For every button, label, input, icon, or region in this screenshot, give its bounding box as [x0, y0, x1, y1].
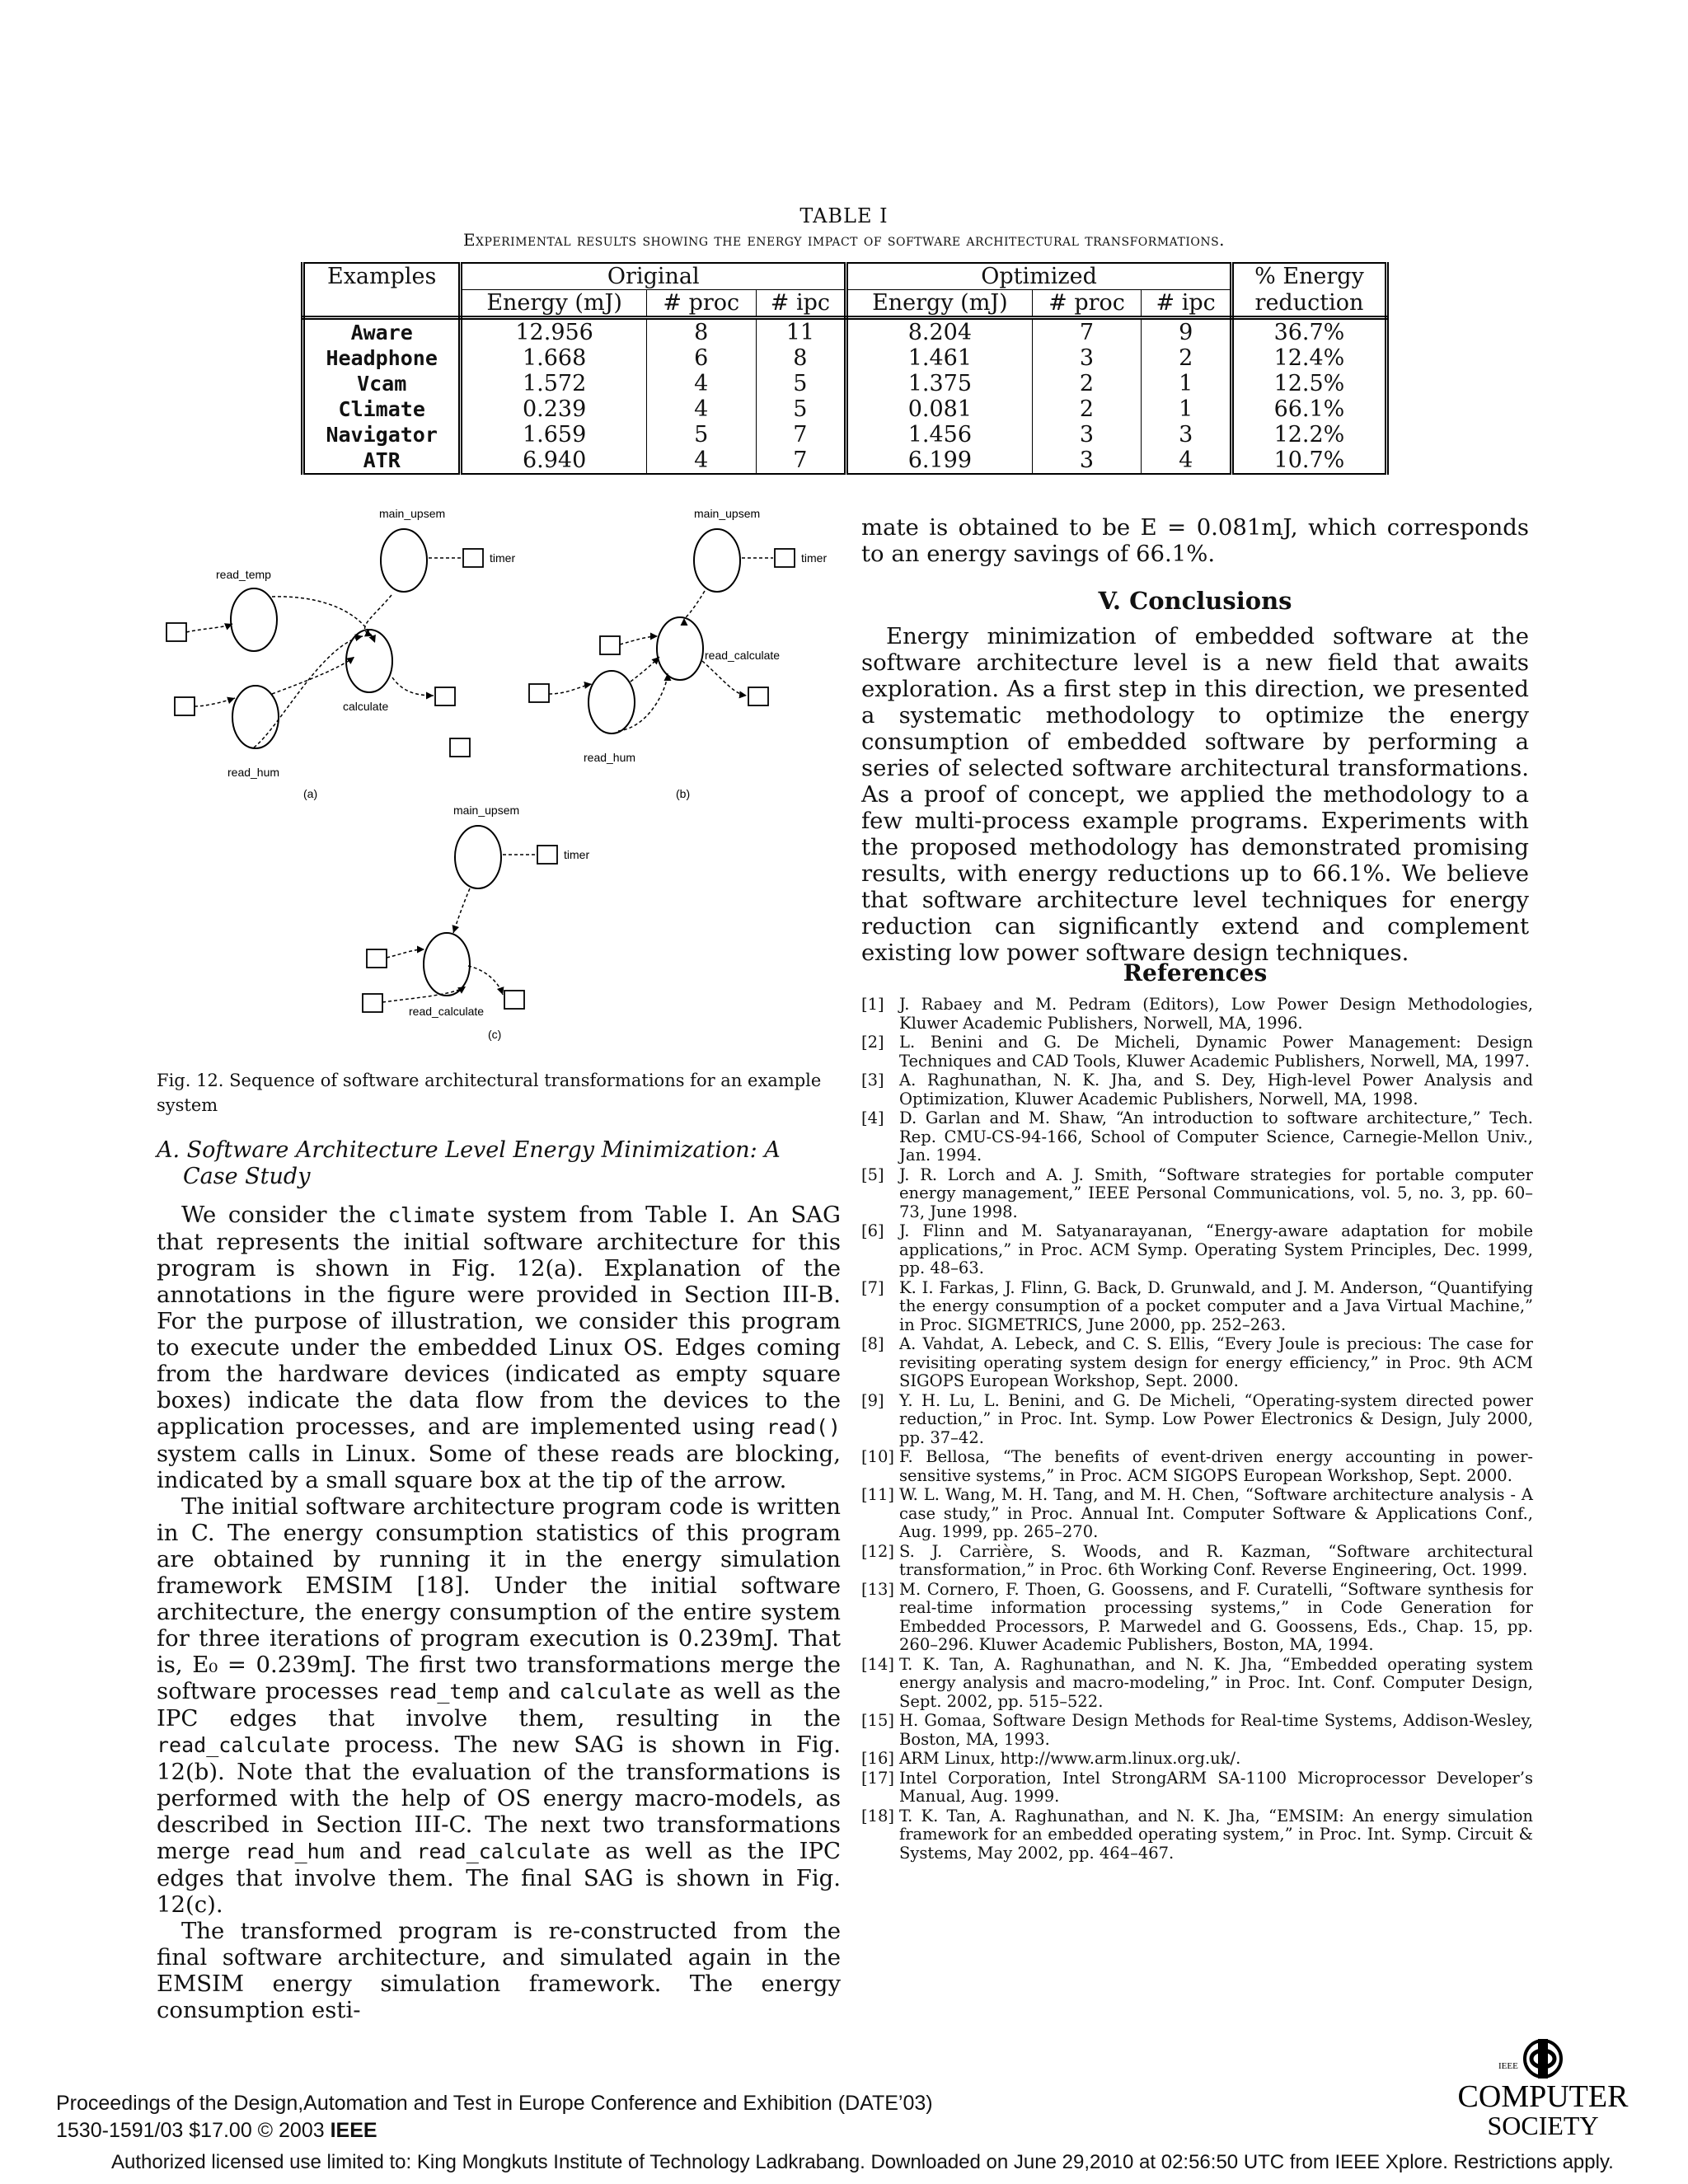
label-main-upsem-a: main_upsem: [379, 507, 446, 520]
header-ipc: # ipc: [1142, 290, 1232, 318]
energy-reduction: 12.2%: [1231, 422, 1386, 448]
node-calculate: [346, 630, 392, 692]
reference-text: H. Gomaa, Software Design Methods for Real-time Systems, Addison-Wesley, Boston, MA, 1993.: [899, 1711, 1533, 1749]
references-list: [861, 996, 1533, 1863]
reference-text: J. Rabaey and M. Pedram (Editors), Low Power Design Methodologies, Kluwer Academic Publishers, Norwell, MA, 1996.: [899, 995, 1533, 1033]
subsection-heading: A. Software Architecture Level Energy Minimization: A Case Study: [157, 1137, 781, 1189]
reference-item: [861, 1807, 1533, 1863]
device-a2: [175, 697, 195, 715]
reference-text: F. Bellosa, “The benefits of event-driven energy accounting in power-sensitive systems,” in Proc. ACM SIGOPS European Workshop, Sept. 2000.: [899, 1447, 1533, 1485]
optimized-proc: 3: [1032, 345, 1142, 371]
node-main-upsem-c: [455, 826, 501, 888]
label-read-hum: read_hum: [227, 766, 280, 779]
device-c3: [504, 991, 524, 1009]
energy-reduction: 10.7%: [1231, 448, 1386, 474]
device-c1: [367, 949, 387, 968]
optimized-energy: 1.375: [846, 371, 1032, 396]
energy-reduction: 12.4%: [1231, 345, 1386, 371]
table-title: TABLE I: [799, 204, 889, 227]
reference-number: [10]: [861, 1447, 895, 1466]
original-energy: 0.239: [461, 396, 646, 422]
optimized-proc: 7: [1032, 318, 1142, 346]
table-header-row: [303, 263, 1387, 290]
original-ipc: 8: [756, 345, 846, 371]
table-row: [303, 422, 1387, 448]
header-proc: # proc: [1032, 290, 1142, 318]
label-timer-c: timer: [564, 848, 590, 861]
label-c: (c): [488, 1028, 502, 1041]
reference-item: [861, 1279, 1533, 1335]
original-proc: 8: [646, 318, 756, 346]
label-b: (b): [676, 787, 691, 800]
node-main-upsem-a: [381, 529, 427, 592]
energy-reduction: 12.5%: [1231, 371, 1386, 396]
device-b1: [600, 636, 620, 654]
reference-item: [861, 1109, 1533, 1165]
reference-text: Intel Corporation, Intel StrongARM SA-1100 Microprocessor Developer’s Manual, Aug. 1999.: [899, 1768, 1533, 1806]
device-timer-c: [537, 846, 557, 864]
reference-item: [861, 1543, 1533, 1580]
header-optimized: Optimized: [846, 263, 1232, 290]
authorized-use-notice: Authorized licensed use limited to: King Mongkuts Institute of Technology Ladkrabang. Downloaded on June 29,2010 at 02:56:50 UTC from IEEE Xplore. Restrictions apply.: [111, 2151, 1614, 2173]
text: and: [499, 1678, 560, 1704]
references-heading: References: [1123, 959, 1268, 987]
reference-text: T. K. Tan, A. Raghunathan, and N. K. Jha, “EMSIM: An energy simulation framework for an embedded operating system,” in Proc. Int. Symp. Circuit & Systems, May 2002, pp. 464–467.: [899, 1806, 1533, 1863]
reference-item: [861, 996, 1533, 1033]
row-name: Aware: [303, 318, 461, 346]
reference-item: [861, 1448, 1533, 1485]
text: as well as the IPC edges that involve them. The final SAG is shown in Fig. 12(c).: [157, 1838, 841, 1918]
computer-society-logo: [1444, 2036, 1642, 2143]
code: calculate: [559, 1680, 672, 1704]
table-row: [303, 448, 1387, 474]
original-proc: 4: [646, 396, 756, 422]
header-ipc: # ipc: [756, 290, 846, 318]
reference-item: [861, 1166, 1533, 1222]
reference-item: [861, 1335, 1533, 1391]
table-caption: Experimental results showing the energy impact of software architectural transformations.: [462, 230, 1226, 250]
reference-number: [13]: [861, 1579, 895, 1599]
original-ipc: 7: [756, 422, 846, 448]
copyright-text: 1530-1591/03 $17.00 © 2003: [56, 2119, 331, 2142]
results-table: [301, 262, 1389, 475]
optimized-energy: 6.199: [846, 448, 1032, 474]
reference-text: M. Cornero, F. Thoen, G. Goossens, and F. Curatelli, “Software synthesis for real-time information processing systems,” in Code Generation for Embedded Processors, P. Marwedel and G. Goossens, Eds., Chap. 15, pp. 260–296. Kluwer Academic Publishers, Boston, MA, 1994.: [899, 1579, 1533, 1654]
optimized-ipc: 3: [1142, 422, 1232, 448]
logo-society-text: SOCIETY: [1487, 2111, 1599, 2140]
optimized-energy: 1.456: [846, 422, 1032, 448]
optimized-proc: 3: [1032, 448, 1142, 474]
reference-number: [7]: [861, 1277, 884, 1297]
reference-text: T. K. Tan, A. Raghunathan, and N. K. Jha, “Embedded operating system energy analysis and macro-modeling,” in Proc. Int. Conf. Computer Design, Sept. 2002, pp. 515–522.: [899, 1654, 1533, 1711]
reference-item: [861, 1769, 1533, 1807]
reference-text: ARM Linux, http://www.arm.linux.org.uk/.: [899, 1749, 1241, 1768]
section-heading: V. Conclusions: [1098, 587, 1292, 615]
header-proc: # proc: [646, 290, 756, 318]
original-energy: 6.940: [461, 448, 646, 474]
reference-number: [4]: [861, 1108, 884, 1127]
reference-item: [861, 1033, 1533, 1071]
code: read_calculate: [416, 1840, 591, 1863]
label-read-temp: read_temp: [216, 568, 271, 581]
original-ipc: 11: [756, 318, 846, 346]
table-row: [303, 371, 1387, 396]
table-row: [303, 396, 1387, 422]
header-energy-reduction-2: reduction: [1231, 290, 1386, 318]
reference-item: [861, 1656, 1533, 1712]
label-timer-a: timer: [490, 551, 516, 565]
node-read-calculate-b: [657, 617, 703, 680]
optimized-proc: 2: [1032, 396, 1142, 422]
paragraph-3: The transformed program is re-constructed from the final software architecture, and simulated again in the EMSIM energy simulation framework. The energy consumption esti-: [157, 1918, 841, 2023]
table-row: [303, 318, 1387, 346]
reference-item: [861, 1712, 1533, 1749]
optimized-ipc: 1: [1142, 396, 1232, 422]
original-proc: 4: [646, 371, 756, 396]
copyright-line: [56, 2119, 377, 2143]
subfigure-c: [363, 804, 589, 1041]
sag-figure: [157, 504, 832, 1057]
node-read-hum-b: [588, 671, 635, 733]
reference-item: [861, 1750, 1533, 1769]
reference-text: W. L. Wang, M. H. Tang, and M. H. Chen, “Software architecture analysis - A case study,” in Proc. Annual Int. Computer Software & Applications Conf., Aug. 1999, pp. 265–270.: [899, 1485, 1533, 1541]
reference-number: [5]: [861, 1165, 884, 1184]
header-examples: Examples: [303, 263, 461, 290]
ieee-text: IEEE: [330, 2119, 377, 2142]
paragraph-2: [157, 1493, 841, 1918]
device-a3: [435, 687, 455, 705]
energy-reduction: 66.1%: [1231, 396, 1386, 422]
reference-text: J. R. Lorch and A. J. Smith, “Software strategies for portable computer energy management,” IEEE Personal Communications, vol. 5, no. 3, pp. 60–73, June 1998.: [899, 1165, 1533, 1221]
reference-text: A. Vahdat, A. Lebeck, and C. S. Ellis, “Every Joule is precious: The case for revisiting operating system design for energy efficiency,” in Proc. 9th ACM SIGOPS European Workshop, Sept. 2000.: [899, 1334, 1533, 1390]
code: climate: [387, 1203, 476, 1227]
original-energy: 1.659: [461, 422, 646, 448]
node-main-upsem-b: [694, 529, 740, 592]
device-b2: [529, 684, 549, 702]
conclusion-paragraph: Energy minimization of embedded software at the software architecture level is a new field that awaits exploration. As a first step in this direction, we presented a systematic methodology to optimize the energy consumption of embedded software by performing a series of selected software architectural transformations. As a proof of concept, we applied the methodology to a few multi-process example programs. Experiments with the proposed methodology has demonstrated promising results, with energy reductions up to 66.1%. We believe that software architecture level techniques for energy reduction can significantly extend and complement existing low power software design techniques.: [861, 623, 1529, 966]
original-ipc: 7: [756, 448, 846, 474]
device-c2: [363, 994, 382, 1012]
text: and: [344, 1838, 417, 1864]
text: as well as the IPC edges that involve them, resulting in the: [157, 1678, 841, 1732]
energy-reduction: 36.7%: [1231, 318, 1386, 346]
reference-number: [18]: [861, 1806, 895, 1825]
original-ipc: 5: [756, 371, 846, 396]
label-a: (a): [303, 787, 318, 800]
header-energy-reduction-1: % Energy: [1231, 263, 1386, 290]
label-timer-b: timer: [801, 551, 828, 565]
original-energy: 1.668: [461, 345, 646, 371]
label-read-calculate-b: read_calculate: [705, 649, 781, 662]
reference-number: [14]: [861, 1654, 895, 1674]
original-energy: 1.572: [461, 371, 646, 396]
reference-item: [861, 1486, 1533, 1542]
optimized-ipc: 1: [1142, 371, 1232, 396]
reference-text: L. Benini and G. De Micheli, Dynamic Power Management: Design Techniques and CAD Tools, Kluwer Academic Publishers, Norwell, MA, 1997.: [899, 1033, 1533, 1071]
reference-number: [3]: [861, 1071, 884, 1090]
code: read_temp: [387, 1680, 499, 1704]
label-main-upsem-c: main_upsem: [453, 804, 520, 817]
optimized-proc: 2: [1032, 371, 1142, 396]
reference-text: J. Flinn and M. Satyanarayanan, “Energy-aware adaptation for mobile applications,” in Proc. ACM Symp. Operating System Principles, Dec. 1999, pp. 48–63.: [899, 1221, 1533, 1277]
optimized-energy: 0.081: [846, 396, 1032, 422]
device-timer-b: [775, 549, 795, 567]
reference-number: [2]: [861, 1033, 884, 1052]
reference-number: [17]: [861, 1768, 895, 1788]
row-name: ATR: [303, 448, 461, 474]
left-column: [157, 1137, 841, 2023]
right-column-continuation: mate is obtained to be E = 0.081mJ, which corresponds to an energy savings of 66.1%.: [861, 514, 1529, 567]
header-original: Original: [461, 263, 846, 290]
original-proc: 4: [646, 448, 756, 474]
logo-ieee-text: IEEE: [1498, 2061, 1518, 2071]
reference-number: [6]: [861, 1221, 884, 1240]
reference-item: [861, 1392, 1533, 1448]
reference-text: S. J. Carrière, S. Woods, and R. Kazman, “Software architectural transformation,” in Proc. 6th Working Conf. Reverse Engineering, Oct. 1999.: [899, 1541, 1533, 1579]
reference-text: A. Raghunathan, N. K. Jha, and S. Dey, High-level Power Analysis and Optimization, Kluwer Academic Publishers, Norwell, MA, 1998.: [899, 1071, 1533, 1108]
paragraph-1: [157, 1202, 841, 1493]
reference-text: Y. H. Lu, L. Benini, and G. De Micheli, “Operating-system directed power reduction,” in Proc. Int. Symp. Low Power Electronics & Design, July 2000, pp. 37–42.: [899, 1390, 1533, 1447]
node-read-calculate-c: [424, 933, 470, 996]
reference-number: [8]: [861, 1334, 884, 1353]
reference-number: [11]: [861, 1485, 895, 1504]
label-read-hum-b: read_hum: [584, 751, 636, 764]
code: read(): [766, 1415, 841, 1439]
original-energy: 12.956: [461, 318, 646, 346]
proceedings-line: Proceedings of the Design,Automation and Test in Europe Conference and Exhibition (DATE’03): [56, 2092, 933, 2115]
optimized-proc: 3: [1032, 422, 1142, 448]
reference-number: [9]: [861, 1390, 884, 1410]
text: We consider the: [181, 1202, 388, 1228]
reference-number: [15]: [861, 1711, 895, 1730]
reference-item: [861, 1071, 1533, 1108]
text: The initial software architecture program code is written in C. The energy consumption statistics of this program are obtained by running it in the energy simulation framework EMSIM [18]. Under the initial software architecture, the energy consumption of the entire system for three iterations of program execution is 0.239mJ. That is, E₀ = 0.239mJ. The first two transformations merge the software processes: [157, 1493, 841, 1704]
optimized-energy: 8.204: [846, 318, 1032, 346]
reference-number: [16]: [861, 1749, 895, 1768]
text: system from Table I. An SAG that represents the initial software architecture for this program is shown in Fig. 12(a). Explanation of the annotations in the figure were provided in Section III-B. For the purpose of illustration, we consider this program to execute under the embedded Linux OS. Edges coming from the hardware devices (indicated as empty square boxes) indicate the data flow from the devices to the application processes, and are implemented using: [157, 1202, 841, 1440]
subfigure-b: [529, 507, 827, 800]
reference-text: K. I. Farkas, J. Flinn, G. Back, D. Grunwald, and J. M. Anderson, “Quantifying the energy consumption of a pocket computer and a Java Virtual Machine,” in Proc. SIGMETRICS, June 2000, pp. 252–263.: [899, 1277, 1533, 1334]
row-name: Navigator: [303, 422, 461, 448]
reference-item: [861, 1222, 1533, 1278]
label-calculate: calculate: [343, 700, 389, 713]
table-subheader-row: [303, 290, 1387, 318]
table-body: [303, 318, 1387, 475]
row-name: Climate: [303, 396, 461, 422]
header-empty: [303, 290, 461, 318]
subfigure-a: [166, 507, 515, 800]
row-name: Vcam: [303, 371, 461, 396]
device-timer-a: [463, 549, 483, 567]
original-proc: 5: [646, 422, 756, 448]
original-ipc: 5: [756, 396, 846, 422]
figure-caption: Fig. 12. Sequence of software architectural transformations for an example system: [157, 1071, 822, 1115]
optimized-ipc: 4: [1142, 448, 1232, 474]
device-a4: [450, 738, 470, 757]
code: read_hum: [245, 1840, 345, 1863]
label-main-upsem-b: main_upsem: [694, 507, 761, 520]
label-read-calculate-c: read_calculate: [409, 1005, 485, 1018]
optimized-ipc: 2: [1142, 345, 1232, 371]
logo-computer-text: COMPUTER: [1457, 2079, 1629, 2114]
text: system calls in Linux. Some of these reads are blocking, indicated by a small square box at the tip of the arrow.: [157, 1441, 841, 1493]
device-a1: [166, 623, 186, 641]
text: process. The new SAG is shown in Fig. 12(b). Note that the evaluation of the transformations is performed with the help of OS energy macro-models, as described in Section III-C. The next two transformations merge: [157, 1732, 841, 1864]
reference-text: D. Garlan and M. Shaw, “An introduction to software architecture,” Tech. Rep. CMU-CS-94-166, School of Computer Science, Carnegie-Mellon Univ., Jan. 1994.: [899, 1108, 1533, 1165]
original-proc: 6: [646, 345, 756, 371]
header-energy: Energy (mJ): [846, 290, 1032, 318]
reference-number: [1]: [861, 995, 884, 1014]
reference-number: [12]: [861, 1541, 895, 1561]
optimized-ipc: 9: [1142, 318, 1232, 346]
reference-item: [861, 1581, 1533, 1655]
device-b3: [748, 687, 768, 705]
node-read-temp: [231, 588, 277, 651]
table-row: [303, 345, 1387, 371]
optimized-energy: 1.461: [846, 345, 1032, 371]
header-energy: Energy (mJ): [461, 290, 646, 318]
code: read_calculate: [157, 1733, 331, 1757]
row-name: Headphone: [303, 345, 461, 371]
node-read-hum: [232, 686, 279, 748]
